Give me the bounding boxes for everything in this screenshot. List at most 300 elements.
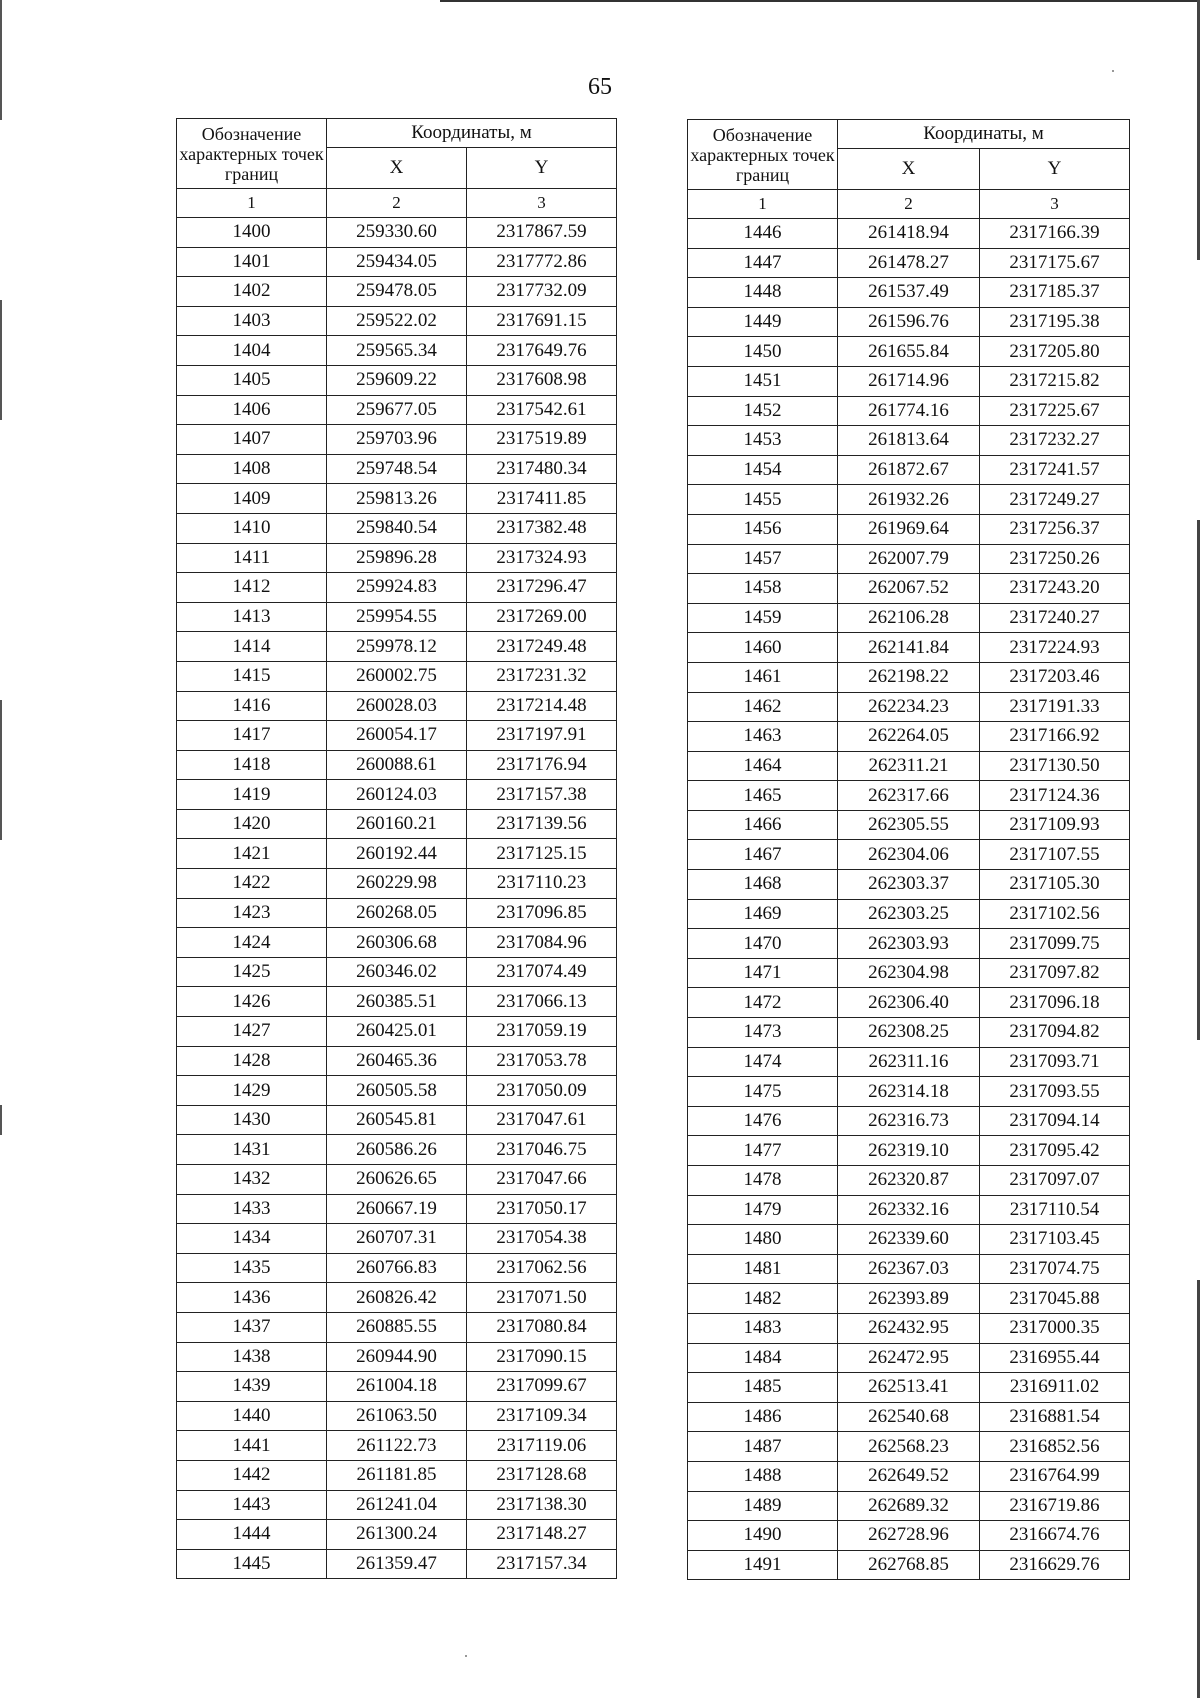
y-coordinate-cell: 2317157.34 (467, 1549, 617, 1579)
y-coordinate-cell: 2317732.09 (467, 277, 617, 307)
x-coordinate-cell: 261359.47 (327, 1549, 467, 1579)
point-id-cell: 1415 (177, 661, 327, 691)
y-coordinate-cell: 2317084.96 (467, 928, 617, 958)
table-row (688, 219, 1130, 249)
scan-edge-left (0, 1105, 2, 1135)
x-coordinate-cell: 259565.34 (327, 336, 467, 366)
point-id-cell: 1436 (177, 1283, 327, 1313)
x-coordinate-cell: 262320.87 (838, 1166, 980, 1196)
y-coordinate-cell: 2317269.00 (467, 602, 617, 632)
point-id-cell: 1479 (688, 1195, 838, 1225)
x-coordinate-cell: 261714.96 (838, 366, 980, 396)
point-id-cell: 1408 (177, 454, 327, 484)
y-coordinate-cell: 2317094.14 (980, 1106, 1130, 1136)
header-y: Y (467, 148, 617, 189)
point-id-cell: 1475 (688, 1077, 838, 1107)
y-coordinate-cell: 2316881.54 (980, 1402, 1130, 1432)
table-row (688, 1550, 1130, 1580)
y-coordinate-cell: 2317090.15 (467, 1342, 617, 1372)
header-point-label: Обозначение характерных точек границ (688, 120, 838, 190)
table-row (688, 1077, 1130, 1107)
y-coordinate-cell: 2317324.93 (467, 543, 617, 573)
point-id-cell: 1471 (688, 958, 838, 988)
table-row (688, 929, 1130, 959)
x-coordinate-cell: 262303.93 (838, 929, 980, 959)
x-coordinate-cell: 259840.54 (327, 513, 467, 543)
y-coordinate-cell: 2317093.55 (980, 1077, 1130, 1107)
scan-speck (465, 1655, 467, 1657)
y-coordinate-cell: 2317105.30 (980, 870, 1130, 900)
y-coordinate-cell: 2317110.54 (980, 1195, 1130, 1225)
x-coordinate-cell: 261655.84 (838, 337, 980, 367)
y-coordinate-cell: 2317215.82 (980, 366, 1130, 396)
point-id-cell: 1429 (177, 1076, 327, 1106)
point-id-cell: 1444 (177, 1520, 327, 1550)
point-id-cell: 1458 (688, 574, 838, 604)
y-coordinate-cell: 2317243.20 (980, 574, 1130, 604)
x-coordinate-cell: 261774.16 (838, 396, 980, 426)
point-id-cell: 1430 (177, 1105, 327, 1135)
y-coordinate-cell: 2317176.94 (467, 750, 617, 780)
y-coordinate-cell: 2317240.27 (980, 603, 1130, 633)
table-row (177, 750, 617, 780)
x-coordinate-cell: 262305.55 (838, 810, 980, 840)
x-coordinate-cell: 262393.89 (838, 1284, 980, 1314)
y-coordinate-cell: 2317045.88 (980, 1284, 1130, 1314)
table-row (177, 1490, 617, 1520)
x-coordinate-cell: 260306.68 (327, 928, 467, 958)
y-coordinate-cell: 2317148.27 (467, 1520, 617, 1550)
x-coordinate-cell: 260124.03 (327, 780, 467, 810)
x-coordinate-cell: 259434.05 (327, 247, 467, 277)
y-coordinate-cell: 2317214.48 (467, 691, 617, 721)
x-coordinate-cell: 262304.98 (838, 958, 980, 988)
point-id-cell: 1459 (688, 603, 838, 633)
y-coordinate-cell: 2317099.67 (467, 1372, 617, 1402)
x-coordinate-cell: 260465.36 (327, 1046, 467, 1076)
y-coordinate-cell: 2317053.78 (467, 1046, 617, 1076)
header-point-label: Обозначение характерных точек границ (177, 119, 327, 189)
table-row (177, 987, 617, 1017)
x-coordinate-cell: 260944.90 (327, 1342, 467, 1372)
x-coordinate-cell: 262303.37 (838, 870, 980, 900)
x-coordinate-cell: 261004.18 (327, 1372, 467, 1402)
x-coordinate-cell: 262007.79 (838, 544, 980, 574)
x-coordinate-cell: 260586.26 (327, 1135, 467, 1165)
point-id-cell: 1487 (688, 1432, 838, 1462)
y-coordinate-cell: 2317074.49 (467, 957, 617, 987)
table-row (688, 1343, 1130, 1373)
point-id-cell: 1433 (177, 1194, 327, 1224)
x-coordinate-cell: 259677.05 (327, 395, 467, 425)
x-coordinate-cell: 259703.96 (327, 425, 467, 455)
scan-speck (1112, 70, 1114, 72)
table-row (688, 1106, 1130, 1136)
table-row (688, 426, 1130, 456)
point-id-cell: 1457 (688, 544, 838, 574)
y-coordinate-cell: 2317109.34 (467, 1401, 617, 1431)
table-row (688, 958, 1130, 988)
y-coordinate-cell: 2317125.15 (467, 839, 617, 869)
table-row (688, 1254, 1130, 1284)
x-coordinate-cell: 259813.26 (327, 484, 467, 514)
table-row (177, 632, 617, 662)
x-coordinate-cell: 261813.64 (838, 426, 980, 456)
table-row (688, 1461, 1130, 1491)
y-coordinate-cell: 2317256.37 (980, 514, 1130, 544)
table-row (688, 870, 1130, 900)
column-number: 2 (327, 189, 467, 218)
point-id-cell: 1424 (177, 928, 327, 958)
point-id-cell: 1439 (177, 1372, 327, 1402)
x-coordinate-cell: 261969.64 (838, 514, 980, 544)
y-coordinate-cell: 2317124.36 (980, 781, 1130, 811)
table-row (688, 722, 1130, 752)
x-coordinate-cell: 259924.83 (327, 573, 467, 603)
point-id-cell: 1416 (177, 691, 327, 721)
x-coordinate-cell: 262303.25 (838, 899, 980, 929)
table-row (177, 898, 617, 928)
point-id-cell: 1406 (177, 395, 327, 425)
table-row (177, 1017, 617, 1047)
x-coordinate-cell: 259330.60 (327, 218, 467, 248)
table-row (177, 1431, 617, 1461)
table-row (688, 248, 1130, 278)
y-coordinate-cell: 2317232.27 (980, 426, 1130, 456)
y-coordinate-cell: 2317197.91 (467, 721, 617, 751)
point-id-cell: 1489 (688, 1491, 838, 1521)
y-coordinate-cell: 2317071.50 (467, 1283, 617, 1313)
table-row (688, 278, 1130, 308)
y-coordinate-cell: 2317099.75 (980, 929, 1130, 959)
x-coordinate-cell: 260545.81 (327, 1105, 467, 1135)
x-coordinate-cell: 259978.12 (327, 632, 467, 662)
x-coordinate-cell: 261181.85 (327, 1460, 467, 1490)
point-id-cell: 1474 (688, 1047, 838, 1077)
x-coordinate-cell: 260425.01 (327, 1017, 467, 1047)
x-coordinate-cell: 259609.22 (327, 365, 467, 395)
point-id-cell: 1432 (177, 1165, 327, 1195)
y-coordinate-cell: 2317241.57 (980, 455, 1130, 485)
y-coordinate-cell: 2317166.92 (980, 722, 1130, 752)
x-coordinate-cell: 260826.42 (327, 1283, 467, 1313)
table-row (177, 247, 617, 277)
point-id-cell: 1464 (688, 751, 838, 781)
y-coordinate-cell: 2317097.82 (980, 958, 1130, 988)
y-coordinate-cell: 2317542.61 (467, 395, 617, 425)
table-row (688, 662, 1130, 692)
x-coordinate-cell: 262198.22 (838, 662, 980, 692)
point-id-cell: 1438 (177, 1342, 327, 1372)
x-coordinate-cell: 262339.60 (838, 1225, 980, 1255)
x-coordinate-cell: 262264.05 (838, 722, 980, 752)
table-row (688, 988, 1130, 1018)
point-id-cell: 1468 (688, 870, 838, 900)
point-id-cell: 1483 (688, 1313, 838, 1343)
x-coordinate-cell: 261418.94 (838, 219, 980, 249)
y-coordinate-cell: 2317608.98 (467, 365, 617, 395)
table-row (688, 751, 1130, 781)
scan-edge-left (0, 700, 2, 840)
y-coordinate-cell: 2317191.33 (980, 692, 1130, 722)
x-coordinate-cell: 260385.51 (327, 987, 467, 1017)
point-id-cell: 1488 (688, 1461, 838, 1491)
point-id-cell: 1452 (688, 396, 838, 426)
x-coordinate-cell: 262513.41 (838, 1373, 980, 1403)
header-x: X (838, 149, 980, 190)
point-id-cell: 1472 (688, 988, 838, 1018)
y-coordinate-cell: 2317097.07 (980, 1166, 1130, 1196)
y-coordinate-cell: 2317047.61 (467, 1105, 617, 1135)
point-id-cell: 1411 (177, 543, 327, 573)
y-coordinate-cell: 2317139.56 (467, 809, 617, 839)
x-coordinate-cell: 261537.49 (838, 278, 980, 308)
y-coordinate-cell: 2317119.06 (467, 1431, 617, 1461)
y-coordinate-cell: 2317205.80 (980, 337, 1130, 367)
y-coordinate-cell: 2317054.38 (467, 1224, 617, 1254)
y-coordinate-cell: 2317249.27 (980, 485, 1130, 515)
point-id-cell: 1441 (177, 1431, 327, 1461)
x-coordinate-cell: 261241.04 (327, 1490, 467, 1520)
point-id-cell: 1455 (688, 485, 838, 515)
table-row (688, 781, 1130, 811)
x-coordinate-cell: 260160.21 (327, 809, 467, 839)
y-coordinate-cell: 2317411.85 (467, 484, 617, 514)
point-id-cell: 1478 (688, 1166, 838, 1196)
y-coordinate-cell: 2317093.71 (980, 1047, 1130, 1077)
y-coordinate-cell: 2317047.66 (467, 1165, 617, 1195)
x-coordinate-cell: 259478.05 (327, 277, 467, 307)
page-number: 65 (588, 74, 612, 100)
y-coordinate-cell: 2317185.37 (980, 278, 1130, 308)
header-x: X (327, 148, 467, 189)
y-coordinate-cell: 2317094.82 (980, 1018, 1130, 1048)
y-coordinate-cell: 2317195.38 (980, 307, 1130, 337)
x-coordinate-cell: 260626.65 (327, 1165, 467, 1195)
table-row (688, 1491, 1130, 1521)
x-coordinate-cell: 261122.73 (327, 1431, 467, 1461)
table-row (177, 839, 617, 869)
y-coordinate-cell: 2317772.86 (467, 247, 617, 277)
y-coordinate-cell: 2317059.19 (467, 1017, 617, 1047)
x-coordinate-cell: 262311.16 (838, 1047, 980, 1077)
point-id-cell: 1477 (688, 1136, 838, 1166)
y-coordinate-cell: 2317050.09 (467, 1076, 617, 1106)
table-row (177, 1076, 617, 1106)
y-coordinate-cell: 2316629.76 (980, 1550, 1130, 1580)
table-row (177, 454, 617, 484)
table-row (177, 1283, 617, 1313)
x-coordinate-cell: 260505.58 (327, 1076, 467, 1106)
column-number: 3 (980, 190, 1130, 219)
y-coordinate-cell: 2317102.56 (980, 899, 1130, 929)
point-id-cell: 1482 (688, 1284, 838, 1314)
point-id-cell: 1462 (688, 692, 838, 722)
table-row (688, 1195, 1130, 1225)
y-coordinate-cell: 2316852.56 (980, 1432, 1130, 1462)
x-coordinate-cell: 261932.26 (838, 485, 980, 515)
scan-border-top (440, 0, 1200, 2)
point-id-cell: 1456 (688, 514, 838, 544)
point-id-cell: 1467 (688, 840, 838, 870)
table-row (177, 1046, 617, 1076)
y-coordinate-cell: 2317110.23 (467, 869, 617, 899)
x-coordinate-cell: 262234.23 (838, 692, 980, 722)
y-coordinate-cell: 2317062.56 (467, 1253, 617, 1283)
x-coordinate-cell: 260707.31 (327, 1224, 467, 1254)
x-coordinate-cell: 262067.52 (838, 574, 980, 604)
table-row (688, 1018, 1130, 1048)
y-coordinate-cell: 2317096.18 (980, 988, 1130, 1018)
point-id-cell: 1484 (688, 1343, 838, 1373)
scan-edge-left (0, 300, 2, 420)
table-row (688, 603, 1130, 633)
point-id-cell: 1447 (688, 248, 838, 278)
y-coordinate-cell: 2316764.99 (980, 1461, 1130, 1491)
x-coordinate-cell: 262332.16 (838, 1195, 980, 1225)
table-row (177, 218, 617, 248)
y-coordinate-cell: 2317109.93 (980, 810, 1130, 840)
table-row (177, 395, 617, 425)
point-id-cell: 1431 (177, 1135, 327, 1165)
table-row (177, 602, 617, 632)
y-coordinate-cell: 2317050.17 (467, 1194, 617, 1224)
x-coordinate-cell: 262314.18 (838, 1077, 980, 1107)
table-row (177, 1342, 617, 1372)
x-coordinate-cell: 262768.85 (838, 1550, 980, 1580)
x-coordinate-cell: 259522.02 (327, 306, 467, 336)
table-row (688, 1313, 1130, 1343)
x-coordinate-cell: 262689.32 (838, 1491, 980, 1521)
x-coordinate-cell: 262304.06 (838, 840, 980, 870)
y-coordinate-cell: 2317519.89 (467, 425, 617, 455)
y-coordinate-cell: 2317649.76 (467, 336, 617, 366)
point-id-cell: 1437 (177, 1312, 327, 1342)
y-coordinate-cell: 2317867.59 (467, 218, 617, 248)
point-id-cell: 1461 (688, 662, 838, 692)
point-id-cell: 1401 (177, 247, 327, 277)
scan-edge-left (0, 0, 2, 120)
table-row (177, 277, 617, 307)
table-row (177, 957, 617, 987)
table-row (688, 692, 1130, 722)
x-coordinate-cell: 260885.55 (327, 1312, 467, 1342)
table-row (688, 455, 1130, 485)
point-id-cell: 1414 (177, 632, 327, 662)
y-coordinate-cell: 2317074.75 (980, 1254, 1130, 1284)
point-id-cell: 1410 (177, 513, 327, 543)
y-coordinate-cell: 2317249.48 (467, 632, 617, 662)
x-coordinate-cell: 262317.66 (838, 781, 980, 811)
y-coordinate-cell: 2317130.50 (980, 751, 1130, 781)
table-row (177, 1460, 617, 1490)
column-number: 1 (177, 189, 327, 218)
table-row (177, 869, 617, 899)
table-row (177, 543, 617, 573)
point-id-cell: 1448 (688, 278, 838, 308)
y-coordinate-cell: 2317250.26 (980, 544, 1130, 574)
point-id-cell: 1421 (177, 839, 327, 869)
y-coordinate-cell: 2317095.42 (980, 1136, 1130, 1166)
point-id-cell: 1425 (177, 957, 327, 987)
x-coordinate-cell: 260028.03 (327, 691, 467, 721)
x-coordinate-cell: 262568.23 (838, 1432, 980, 1462)
point-id-cell: 1417 (177, 721, 327, 751)
point-id-cell: 1443 (177, 1490, 327, 1520)
header-coords-label: Координаты, м (327, 119, 617, 148)
table-row (688, 633, 1130, 663)
x-coordinate-cell: 260766.83 (327, 1253, 467, 1283)
point-id-cell: 1435 (177, 1253, 327, 1283)
x-coordinate-cell: 260054.17 (327, 721, 467, 751)
point-id-cell: 1409 (177, 484, 327, 514)
point-id-cell: 1491 (688, 1550, 838, 1580)
table-row (177, 661, 617, 691)
point-id-cell: 1481 (688, 1254, 838, 1284)
table-row (688, 337, 1130, 367)
table-row (177, 1165, 617, 1195)
x-coordinate-cell: 259896.28 (327, 543, 467, 573)
table-row (177, 1105, 617, 1135)
x-coordinate-cell: 262432.95 (838, 1313, 980, 1343)
header-coords-label: Координаты, м (838, 120, 1130, 149)
column-number: 3 (467, 189, 617, 218)
point-id-cell: 1460 (688, 633, 838, 663)
x-coordinate-cell: 259748.54 (327, 454, 467, 484)
table-row (688, 1225, 1130, 1255)
table-row (688, 899, 1130, 929)
table-row (177, 1194, 617, 1224)
column-number: 2 (838, 190, 980, 219)
point-id-cell: 1454 (688, 455, 838, 485)
table-row (177, 1401, 617, 1431)
table-row (688, 1136, 1130, 1166)
point-id-cell: 1446 (688, 219, 838, 249)
point-id-cell: 1486 (688, 1402, 838, 1432)
point-id-cell: 1469 (688, 899, 838, 929)
point-id-cell: 1402 (177, 277, 327, 307)
point-id-cell: 1450 (688, 337, 838, 367)
y-coordinate-cell: 2317225.67 (980, 396, 1130, 426)
point-id-cell: 1453 (688, 426, 838, 456)
x-coordinate-cell: 260346.02 (327, 957, 467, 987)
point-id-cell: 1423 (177, 898, 327, 928)
x-coordinate-cell: 261300.24 (327, 1520, 467, 1550)
point-id-cell: 1490 (688, 1521, 838, 1551)
y-coordinate-cell: 2317107.55 (980, 840, 1130, 870)
table-row (177, 365, 617, 395)
y-coordinate-cell: 2317382.48 (467, 513, 617, 543)
x-coordinate-cell: 259954.55 (327, 602, 467, 632)
x-coordinate-cell: 262540.68 (838, 1402, 980, 1432)
table-row (688, 1284, 1130, 1314)
x-coordinate-cell: 261872.67 (838, 455, 980, 485)
y-coordinate-cell: 2317128.68 (467, 1460, 617, 1490)
y-coordinate-cell: 2317103.45 (980, 1225, 1130, 1255)
point-id-cell: 1420 (177, 809, 327, 839)
table-row (688, 1047, 1130, 1077)
x-coordinate-cell: 262728.96 (838, 1521, 980, 1551)
x-coordinate-cell: 262649.52 (838, 1461, 980, 1491)
table-row (177, 1224, 617, 1254)
y-coordinate-cell: 2317175.67 (980, 248, 1130, 278)
point-id-cell: 1405 (177, 365, 327, 395)
y-coordinate-cell: 2317066.13 (467, 987, 617, 1017)
y-coordinate-cell: 2317046.75 (467, 1135, 617, 1165)
point-id-cell: 1418 (177, 750, 327, 780)
point-id-cell: 1449 (688, 307, 838, 337)
x-coordinate-cell: 260268.05 (327, 898, 467, 928)
